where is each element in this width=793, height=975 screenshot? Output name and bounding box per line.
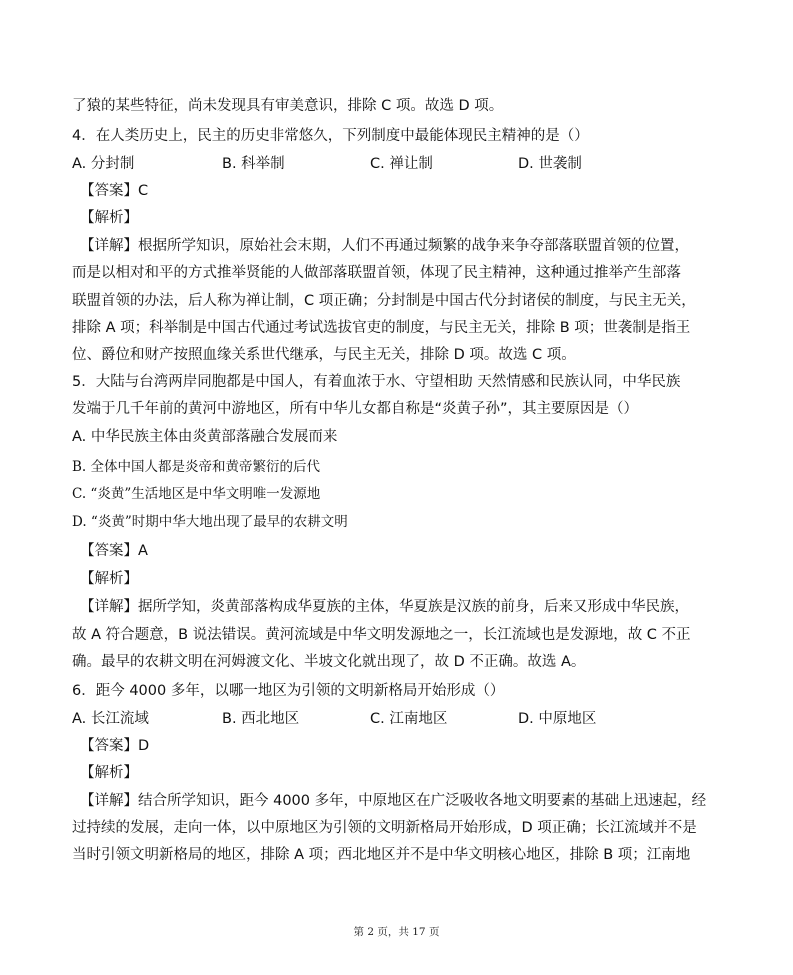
question-6-detail-line: 当时引领文明新格局的地区，排除 A 项；西北地区并不是中华文明核心地区，排除 B 项；江南地 — [72, 847, 691, 863]
question-6-analysis-label: 【解析】 — [80, 765, 138, 781]
question-5-analysis-label: 【解析】 — [80, 571, 138, 587]
question-6-stem: 6．距今 4000 多年，以哪一地区为引领的文明新格局开始形成（） — [72, 683, 505, 699]
question-4-option-c: C. 禅让制 — [370, 156, 433, 172]
question-5-option-d: D. “炎黄”时期中华大地出现了最早的农耕文明 — [72, 514, 348, 530]
question-4-analysis-label: 【解析】 — [80, 210, 138, 226]
question-4-stem: 4．在人类历史上，民主的历史非常悠久，下列制度中最能体现民主精神的是（） — [72, 128, 589, 144]
continued-text-line: 了猿的某些特征，尚未发现具有审美意识，排除 C 项。故选 D 项。 — [72, 98, 504, 114]
question-6-detail-line: 【详解】结合所学知识，距今 4000 多年，中原地区在广泛吸收各地文明要素的基础上迅速起，经 — [80, 793, 707, 809]
question-5-option-c: C. “炎黄”生活地区是中华文明唯一发源地 — [72, 486, 321, 502]
question-6-option-a: A. 长江流域 — [72, 711, 149, 727]
question-6-answer: 【答案】D — [80, 738, 150, 754]
question-4-detail-line: 而是以相对和平的方式推举贤能的人做部落联盟首领，体现了民主精神，这种通过推举产生部落 — [72, 265, 681, 281]
question-6-option-d: D. 中原地区 — [518, 711, 597, 727]
question-4-option-d: D. 世袭制 — [518, 156, 582, 172]
question-5-detail-line: 【详解】据所学知，炎黄部落构成华夏族的主体，华夏族是汉族的前身，后来又形成中华民族， — [80, 599, 689, 615]
question-6-detail-line: 过持续的发展，走向一体，以中原地区为引领的文明新格局开始形成，D 项正确；长江流域并不是 — [72, 820, 697, 836]
question-5-answer: 【答案】A — [80, 543, 148, 559]
question-5-option-a: A. 中华民族主体由炎黄部落融合发展而来 — [72, 429, 338, 445]
question-5-option-b: B. 全体中国人都是炎帝和黄帝繁衍的后代 — [72, 459, 321, 475]
question-5-stem: 5．大陆与台湾两岸同胞都是中国人，有着血浓于水、守望相助 天然情感和民族认同，中华民族 — [72, 374, 681, 390]
question-4-option-a: A. 分封制 — [72, 156, 135, 172]
question-4-option-b: B. 科举制 — [222, 156, 285, 172]
question-5-detail-line: 确。最早的农耕文明在河姆渡文化、半坡文化就出现了，故 D 不正确。故选 A。 — [72, 654, 586, 670]
question-6-option-b: B. 西北地区 — [222, 711, 300, 727]
question-4-answer: 【答案】C — [80, 183, 149, 199]
question-4-detail-line: 位、爵位和财产按照血缘关系世代继承，与民主无关，排除 D 项。故选 C 项。 — [72, 347, 576, 363]
question-5-detail-line: 故 A 符合题意，B 说法错误。黄河流域是中华文明发源地之一，长江流域也是发源地，故 C 不正 — [72, 627, 691, 643]
question-5-stem: 发端于几千年前的黄河中游地区，所有中华儿女都自称是“炎黄子孙”，其主要原因是（） — [72, 401, 639, 417]
question-4-detail-line: 排除 A 项；科举制是中国古代通过考试选拔官吏的制度，与民主无关，排除 B 项；世袭制是指王 — [72, 320, 691, 336]
page-footer: 第 2 页，共 17 页 — [353, 926, 440, 938]
question-4-detail-line: 【详解】根据所学知识，原始社会末期，人们不再通过频繁的战争来争夺部落联盟首领的位置， — [80, 238, 689, 254]
question-4-detail-line: 联盟首领的办法，后人称为禅让制，C 项正确；分封制是中国古代分封诸侯的制度，与民主无关， — [72, 293, 696, 309]
question-6-option-c: C. 江南地区 — [370, 711, 448, 727]
